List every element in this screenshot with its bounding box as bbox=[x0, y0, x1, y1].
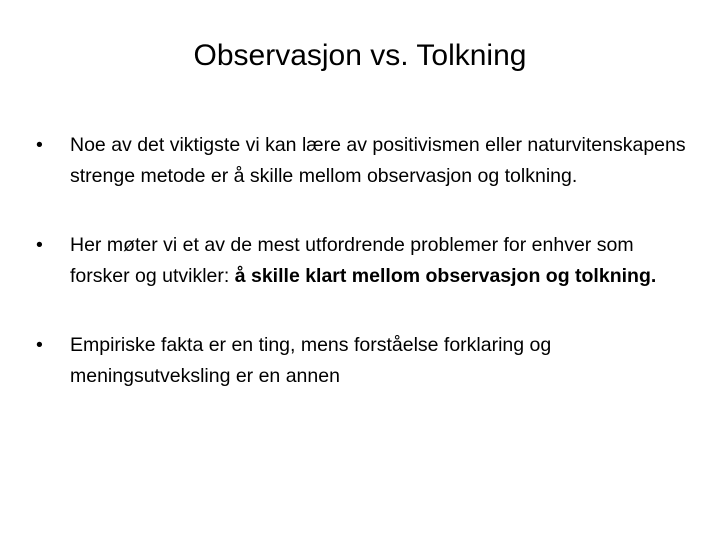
bullet-text: Noe av det viktigste vi kan lære av positivismen eller naturvitenskapens strenge metode er å skille mellom observasjon og tolkning. bbox=[70, 134, 686, 187]
bullet-text-bold: å skille klart mellom observasjon og tolkning. bbox=[234, 265, 657, 287]
bullet-item-2 bbox=[36, 230, 686, 292]
bullet-list bbox=[36, 130, 686, 392]
slide-title: Observasjon vs. Tolkning bbox=[193, 39, 527, 72]
bullet-dot: • bbox=[36, 134, 43, 156]
bullet-item-1 bbox=[36, 130, 686, 192]
bullet-dot: • bbox=[36, 334, 43, 356]
bullet-text: Her møter vi et av de mest utfordrende problemer for enhver som forsker og utvikler: bbox=[70, 234, 634, 287]
bullet-text: Empiriske fakta er en ting, mens forståelse forklaring og meningsutveksling er en annen bbox=[70, 334, 552, 387]
bullet-dot: • bbox=[36, 234, 43, 256]
bullet-item-3 bbox=[36, 330, 686, 392]
